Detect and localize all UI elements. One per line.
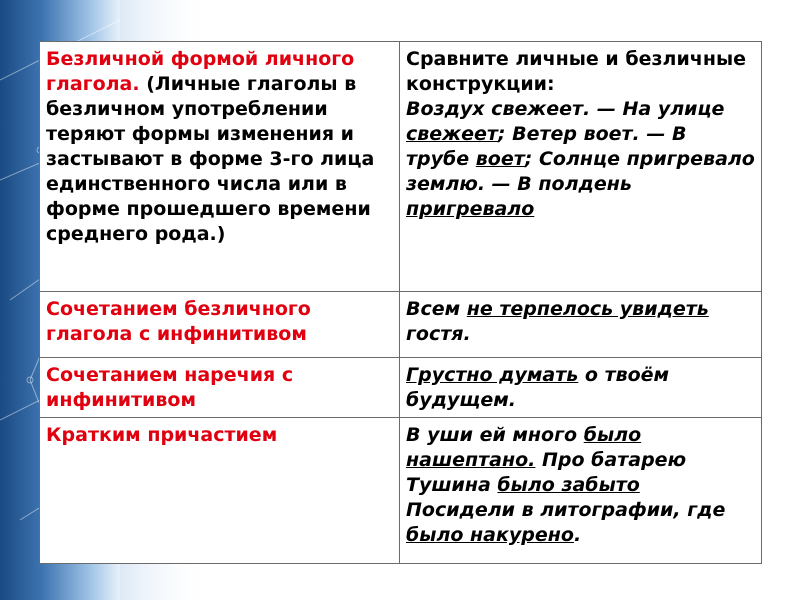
example-text: гостя. xyxy=(406,323,471,345)
example-text: о твоём будущем. xyxy=(406,364,670,411)
example-text: ; Ветер воет. — В трубе xyxy=(406,123,687,170)
right-cell xyxy=(400,418,762,564)
example-underlined: было забыто xyxy=(497,474,640,496)
comparison-table xyxy=(39,41,762,564)
example-text: В уши ей много xyxy=(406,424,584,446)
right-cell xyxy=(400,292,762,358)
example-text: ; Солнце пригревало землю. — В полдень xyxy=(406,148,755,195)
example-underlined: воет xyxy=(475,148,525,170)
term-label: Кратким причастием xyxy=(46,424,278,446)
example-underlined: было накурено xyxy=(406,524,574,546)
example-text: Посидели в литографии, где xyxy=(406,499,726,521)
right-cell xyxy=(400,42,762,292)
left-cell xyxy=(40,292,400,358)
left-cell xyxy=(40,358,400,418)
example-text: . xyxy=(573,524,582,546)
left-cell xyxy=(40,418,400,564)
example-underlined: было нашептано. xyxy=(406,424,642,471)
term-label: Безличной формой личного глагола. xyxy=(46,48,355,95)
example-underlined: Грустно думать xyxy=(406,364,579,386)
table-row xyxy=(40,358,762,418)
right-cell xyxy=(400,358,762,418)
example-underlined: свежеет xyxy=(406,123,498,145)
term-explanation: (Личные глаголы в безличном употреблении теряют формы изменения и застывают в форме 3-го лица единственного числа или в форме прошедшего времени среднего рода.) xyxy=(46,73,375,245)
term-label: Сочетанием наречия с инфинитивом xyxy=(46,364,294,411)
example-text: Всем xyxy=(406,298,467,320)
table-row xyxy=(40,418,762,564)
example-text: Воздух свежеет. — На улице xyxy=(406,98,725,120)
table-row xyxy=(40,292,762,358)
left-cell xyxy=(40,42,400,292)
example-intro: Сравните личные и безличные конструкции: xyxy=(406,48,747,95)
table-row xyxy=(40,42,762,292)
example-underlined: пригревало xyxy=(406,198,535,220)
example-underlined: не терпелось увидеть xyxy=(466,298,709,320)
example-text: Про батарею Тушина xyxy=(406,449,687,496)
term-label: Сочетанием безличного глагола с инфинитивом xyxy=(46,298,311,345)
